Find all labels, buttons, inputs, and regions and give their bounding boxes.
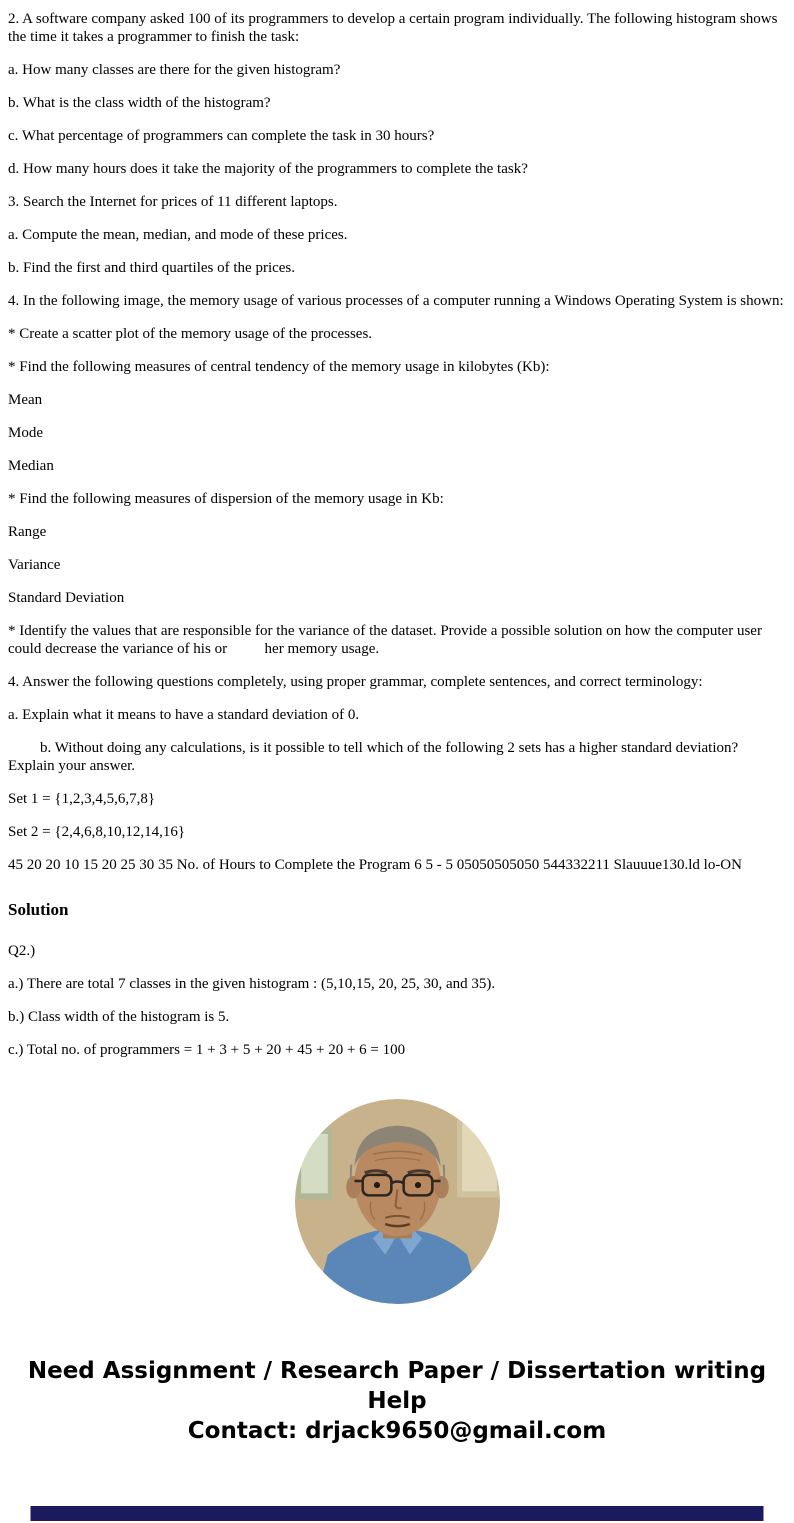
contact-email-text: Contact: drjack9650@gmail.com	[187, 1418, 607, 1444]
histogram-ocr-text: 45 20 20 10 15 20 25 30 35 No. of Hours to Complete the Program 6 5 - 5 05050505050 544332211 Slauuue130.ld lo-ON	[8, 857, 742, 873]
question-2-item-a: a. How many classes are there for the given histogram?	[8, 62, 341, 78]
question-4b-item-a: a. Explain what it means to have a standard deviation of 0.	[8, 707, 360, 723]
question-4-identify-task: * Identify the values that are responsible for the variance of the dataset. Provide a possible solution on how the computer user could decrease the variance of his or her memory usage.	[8, 623, 766, 657]
instructor-portrait-photo	[295, 1099, 500, 1304]
solution-answer-b: b.) Class width of the histogram is 5.	[8, 1009, 230, 1025]
question-4-median-item: Median	[8, 458, 54, 474]
help-banner-text: Need Assignment / Research Paper / Dissertation writing Help	[27, 1358, 767, 1414]
question-4-scatter-task: * Create a scatter plot of the memory usage of the processes.	[8, 326, 373, 342]
question-3-intro: 3. Search the Internet for prices of 11 different laptops.	[8, 194, 338, 210]
question-4b-item-b: b. Without doing any calculations, is it possible to tell which of the following 2 sets has a higher standard deviation? Explain your answer.	[8, 740, 742, 774]
question-4-range-item: Range	[8, 524, 47, 540]
footer-divider-bar	[31, 1506, 764, 1521]
set-2-definition: Set 2 = {2,4,6,8,10,12,14,16}	[8, 824, 186, 840]
set-1-definition: Set 1 = {1,2,3,4,5,6,7,8}	[8, 791, 156, 807]
question-4-mean-item: Mean	[8, 392, 43, 408]
help-banner	[8, 1356, 786, 1446]
question-3-item-a: a. Compute the mean, median, and mode of these prices.	[8, 227, 348, 243]
question-3-item-b: b. Find the first and third quartiles of the prices.	[8, 260, 296, 276]
question-4b-intro: 4. Answer the following questions completely, using proper grammar, complete sentences, and correct terminology:	[8, 674, 703, 690]
question-2-intro: 2. A software company asked 100 of its programmers to develop a certain program individually. The following histogram shows the time it takes a programmer to finish the task:	[8, 11, 782, 45]
question-4-dispersion-task: * Find the following measures of dispersion of the memory usage in Kb:	[8, 491, 444, 507]
solution-answer-a: a.) There are total 7 classes in the given histogram : (5,10,15, 20, 25, 30, and 35).	[8, 976, 496, 992]
question-4-intro: 4. In the following image, the memory usage of various processes of a computer running a Windows Operating System is shown:	[8, 293, 784, 309]
solution-q2-label: Q2.)	[8, 943, 36, 959]
solution-answer-c: c.) Total no. of programmers = 1 + 3 + 5 + 20 + 45 + 20 + 6 = 100	[8, 1042, 406, 1058]
question-4-mode-item: Mode	[8, 425, 43, 441]
instructor-photo-container	[8, 1099, 786, 1304]
solution-heading: Solution	[8, 900, 69, 919]
question-2-item-c: c. What percentage of programmers can complete the task in 30 hours?	[8, 128, 435, 144]
question-4-variance-item: Variance	[8, 557, 61, 573]
question-2-item-b: b. What is the class width of the histogram?	[8, 95, 271, 111]
question-2-item-d: d. How many hours does it take the majority of the programmers to complete the task?	[8, 161, 528, 177]
question-4-stddev-item: Standard Deviation	[8, 590, 125, 606]
question-4-central-tendency-task: * Find the following measures of central tendency of the memory usage in kilobytes (Kb):	[8, 359, 550, 375]
